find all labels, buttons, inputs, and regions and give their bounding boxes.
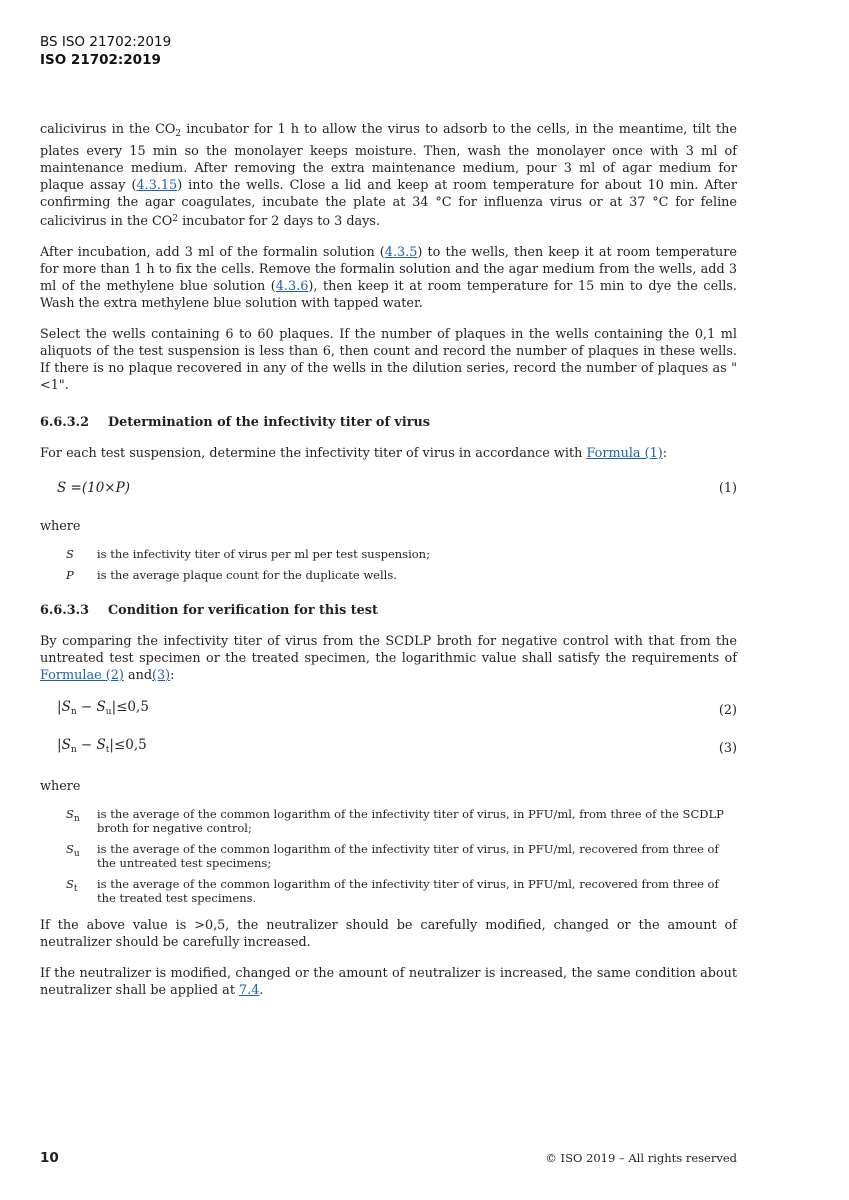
paragraph-neutralizer-condition [40,965,737,999]
formula-expression: S =(10×P) [57,479,130,496]
definition-item [40,877,737,905]
subscript: n [70,707,77,717]
header-bs-iso-number: BS ISO 21702:2019 [40,34,172,50]
text-run: ), then keep it at room temperature for 15 min to dye the cells. Wash the extra methylene blue solution with tapped water. [40,279,737,311]
where-label: where [40,779,81,794]
definition-symbol [40,842,81,870]
formula-rhs: ≤0,5 [116,699,149,715]
definition-text: is the average of the common logarithm of the infectivity titer of virus, in PFU/ml, recovered from three of the untreated test specimens; [97,842,719,870]
formula-symbol: − S [76,737,106,753]
section-number: 6.6.3.2 [40,415,89,430]
formula-3 [40,736,737,760]
definition-text: is the average plaque count for the duplicate wells. [97,568,397,582]
link-formula-1[interactable]: Formula (1) [586,446,663,461]
definition-item [40,842,737,870]
subscript: t [105,745,110,755]
copyright-notice: © ISO 2019 – All rights reserved [545,1151,737,1165]
definition-text: is the infectivity titer of virus per ml per test suspension; [97,547,430,561]
definition-item [40,807,737,835]
page-header [40,33,171,69]
text-run: ) to the wells, then keep it at room temperature for more than 1 h to fix the cells. Remove the formalin solution and the agar medium from the wells, add 3 ml of the methylene blue solution ( [40,245,737,294]
section-title: Determination of the infectivity titer of virus [108,415,430,430]
text-run: : [662,446,668,461]
formula-2 [40,698,737,722]
section-heading-6-6-3-2 [40,414,737,431]
definition-symbol: S [66,547,74,561]
paragraph-incubation [40,121,737,230]
page-number: 10 [40,1150,59,1166]
formula-1 [40,476,737,500]
formula-number: (3) [718,740,737,756]
link-4-3-15[interactable]: 4.3.15 [136,178,178,193]
formula-number: (2) [718,702,737,718]
paragraph-neutralizer-value: If the above value is >0,5, the neutralizer should be carefully modified, changed or the amount of neutralizer should be carefully increased. [40,918,737,950]
link-4-3-5[interactable]: 4.3.5 [384,245,418,260]
section-heading-6-6-3-3 [40,602,737,619]
text-run: ) into the wells. Close a lid and keep at room temperature for about 10 min. After confirming the agar coagulates, incubate the plate at 34 °C for influenza virus or at 37 °C for feline calicivirus in the CO [40,178,737,229]
paragraph-plaque-count: Select the wells containing 6 to 60 plaques. If the number of plaques in the wells containing the 0,1 ml aliquots of the test suspension is less than 6, then count and record the number of plaques in these wells. If there is no plaque recovered in any of the wells in the dilution series, record the number of plaques as "<1". [40,327,737,393]
definition-list [40,547,737,582]
paragraph-verification-intro [40,633,737,684]
text-run: incubator for 2 days to 3 days. [178,214,381,229]
superscript: 2 [172,214,179,224]
symbol-letter: S [66,877,74,891]
text-run: After incubation, add 3 ml of the formalin solution ( [40,245,385,260]
formula-symbol: S [61,699,71,715]
text-run: If the neutralizer is modified, changed or the amount of neutralizer is increased, the same condition about neutralizer shall be applied at [40,966,737,998]
definition-text: is the average of the common logarithm of the infectivity titer of virus, in PFU/ml, recovered from three of the treated test specimens. [97,877,719,905]
text-run: . [259,983,264,998]
definition-symbol: P [66,568,74,582]
formula-symbol: − S [76,699,106,715]
page-footer [40,1150,737,1166]
link-formulae-2[interactable]: Formulae (2) [40,668,124,683]
definition-item [40,547,737,561]
definition-text: is the average of the common logarithm of the infectivity titer of virus, in PFU/ml, from three of the SCDLP broth for negative control; [97,807,724,835]
link-7-4[interactable]: 7.4 [239,983,260,998]
subscript: n [73,814,80,824]
definition-symbol [40,807,81,835]
text-run: For each test suspension, determine the infectivity titer of virus in accordance with [40,446,587,461]
document-body [40,121,737,1013]
subscript: u [73,849,80,859]
definition-item [40,568,737,582]
section-number: 6.6.3.3 [40,603,89,618]
formula-expression: $|S_n - S_t|\le 0,5$ [57,737,147,755]
link-4-3-6[interactable]: 4.3.6 [275,279,309,294]
symbol-letter: S [66,842,74,856]
formula-rhs: ≤0,5 [113,737,147,753]
subscript: 2 [175,129,182,139]
text-run: incubator for 1 h to allow the virus to adsorb to the cells, in the meantime, tilt the plates every 15 min so the monolayer keeps moisture. Then, wash the monolayer once with 3 ml of maintenance medium. After removing the extra maintenance medium, pour 3 ml of agar medium for plaque assay ( [40,122,737,193]
text-run: By comparing the infectivity titer of virus from the SCDLP broth for negative control with that from the untreated test specimen or the treated specimen, the logarithmic value shall satisfy the requirements of [40,634,737,666]
formula-expression: $|S_n - S_u|\le 0,5$ [57,699,149,717]
where-label: where [40,519,81,534]
subscript: u [105,707,112,717]
header-iso-number: ISO 21702:2019 [40,52,161,68]
text-run: calicivirus in the CO [40,122,176,137]
subscript: t [73,884,78,894]
text-run: : [170,668,175,683]
symbol-letter: S [66,807,74,821]
definition-symbol [40,877,81,905]
definition-list [40,807,737,905]
link-formula-3[interactable]: (3) [152,668,171,683]
paragraph-formula-intro [40,445,737,462]
subscript: n [70,745,77,755]
formula-number: (1) [718,480,737,496]
paragraph-staining [40,244,737,312]
formula-symbol: S [61,737,71,753]
section-title: Condition for verification for this test [108,603,378,618]
text-run: and [123,668,153,683]
